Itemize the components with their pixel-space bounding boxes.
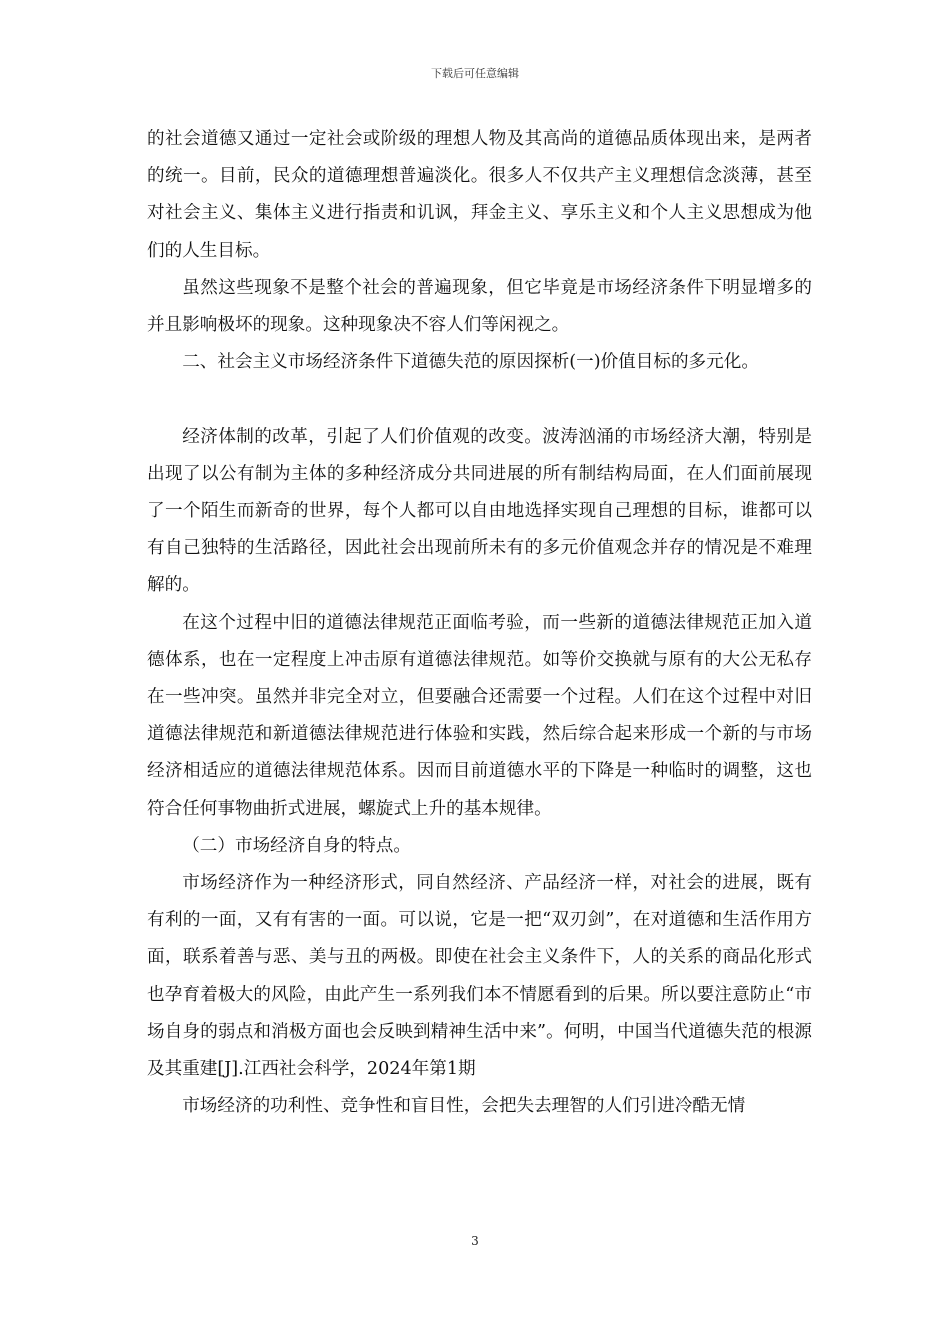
section-heading: 二、社会主义市场经济条件下道德失范的原因探析(一)价值目标的多元化。: [182, 352, 759, 373]
page-number: 3: [471, 1234, 479, 1248]
paragraph: 虽然这些现象不是整个社会的普遍现象，但它毕竟是市场经济条件下明显增多的并且影响极坏的现象。这种现象决不容人们等闲视之。: [147, 277, 812, 336]
page-header: 下载后可任意编辑: [431, 67, 519, 80]
document-body: [147, 121, 812, 1125]
paragraph: 经济体制的改革，引起了人们价值观的改变。波涛汹涌的市场经济大潮，特别是出现了以公有制为主体的多种经济成分共同进展的所有制结构局面，在人们面前展现了一个陌生而新奇的世界，每个人都可以自由地选择实现自己理想的目标，谁都可以有自己独特的生活路径，因此社会出现前所未有的多元价值观念并存的情况是不难理解的。: [147, 426, 812, 596]
paragraph-continued: 的社会道德又通过一定社会或阶级的理想人物及其高尚的道德品质体现出来，是两者的统一。目前，民众的道德理想普遍淡化。很多人不仅共产主义理想信念淡薄，甚至对社会主义、集体主义进行指责和讥讽，拜金主义、享乐主义和个人主义思想成为他们的人生目标。: [147, 129, 812, 261]
paragraph: 市场经济作为一种经济形式，同自然经济、产品经济一样，对社会的进展，既有有利的一面，又有有害的一面。可以说，它是一把“双刃剑”，在对道德和生活作用方面，联系着善与恶、美与丑的两极。即使在社会主义条件下，人的关系的商品化形式也孕育着极大的风险，由此产生一系列我们本不情愿看到的后果。所以要注意防止“市场自身的弱点和消极方面也会反映到精神生活中来”。何明，中国当代道德失范的根源及其重建[J].江西社会科学，2024年第1期: [147, 873, 812, 1080]
paragraph: 在这个过程中旧的道德法律规范正面临考验，而一些新的道德法律规范正加入道德体系，也在一定程度上冲击原有道德法律规范。如等价交换就与原有的大公无私存在一些冲突。虽然并非完全对立，但要融合还需要一个过程。人们在这个过程中对旧道德法律规范和新道德法律规范进行体验和实践，然后综合起来形成一个新的与市场经济相适应的道德法律规范体系。因而目前道德水平的下降是一种临时的调整，这也符合任何事物曲折式进展，螺旋式上升的基本规律。: [147, 612, 812, 819]
subsection-heading: （二）市场经济自身的特点。: [182, 835, 411, 856]
paragraph: 市场经济的功利性、竞争性和盲目性，会把失去理智的人们引进冷酷无情: [182, 1096, 746, 1117]
